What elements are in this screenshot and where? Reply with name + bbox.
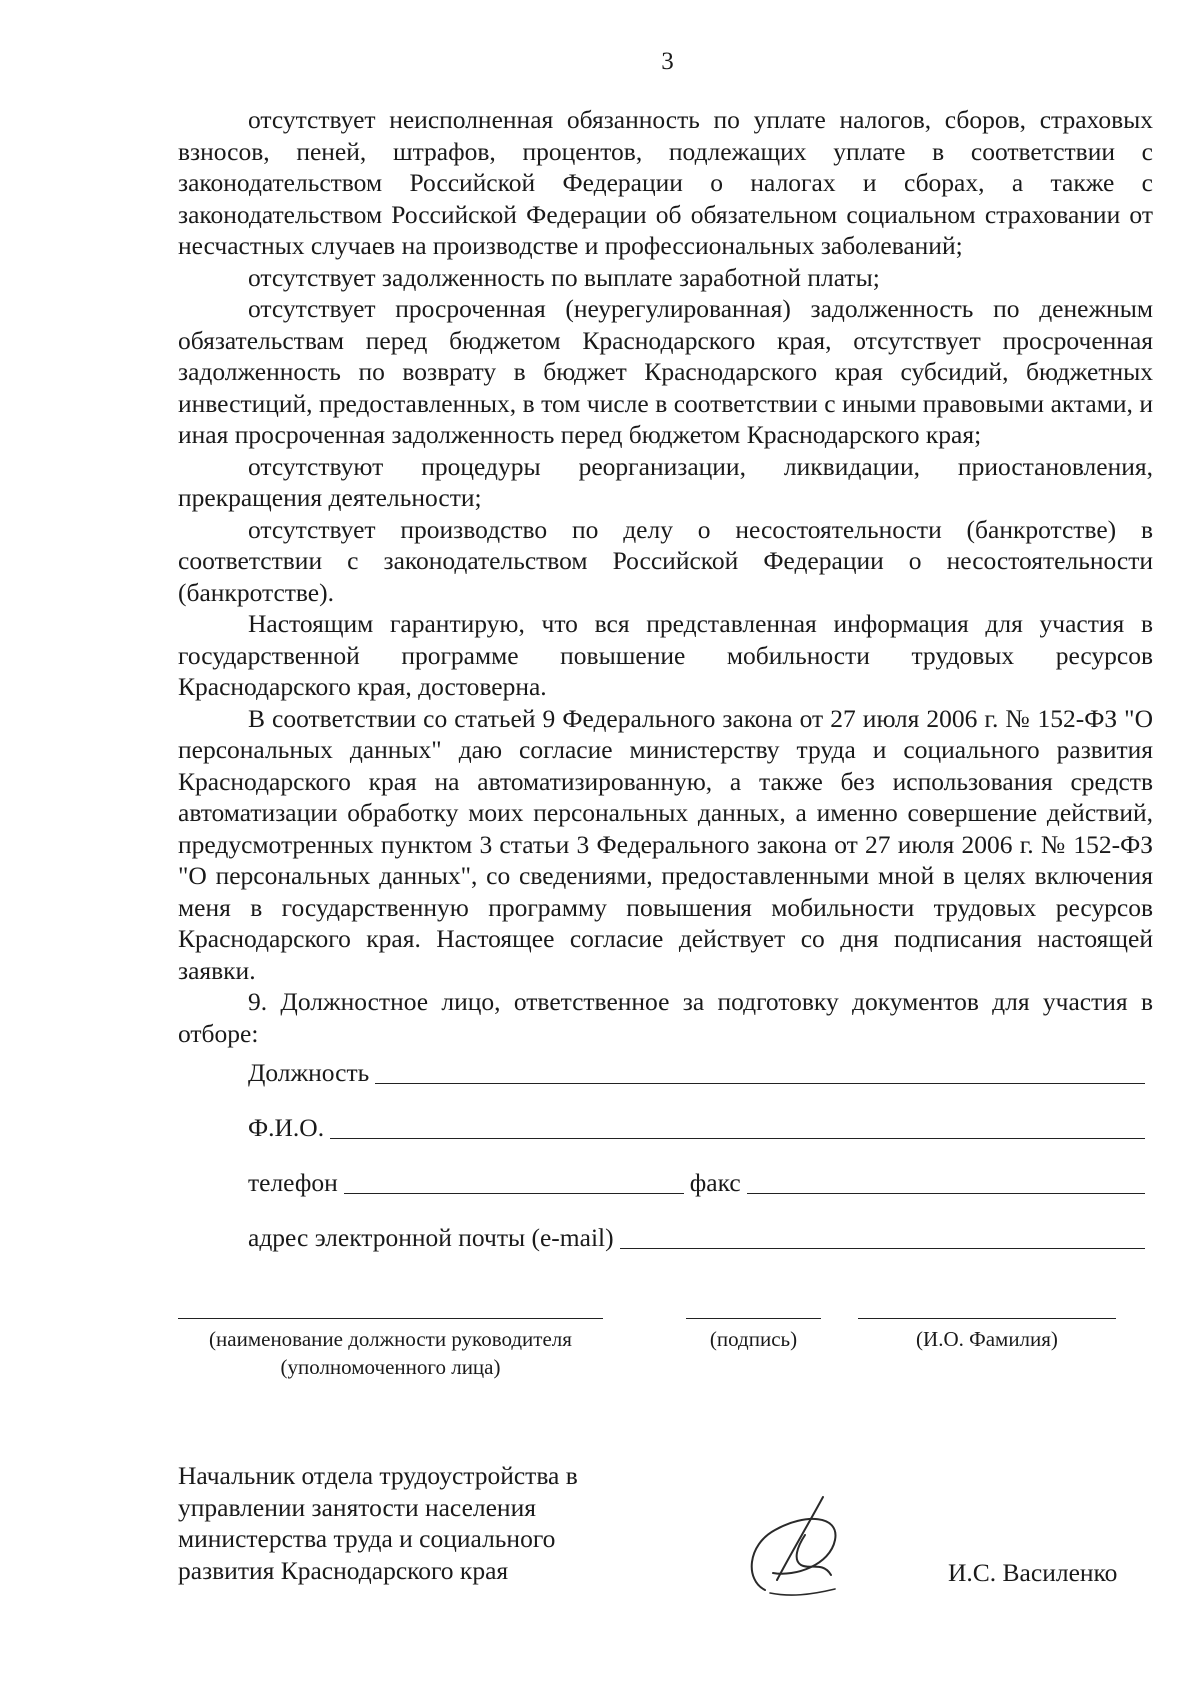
position-signature-line[interactable] (178, 1318, 603, 1319)
fax-field-line[interactable] (747, 1171, 1145, 1194)
phone-fax-field-row (248, 1167, 1145, 1198)
paragraph-personal-data-consent: В соответствии со статьей 9 Федерального закона от 27 июля 2006 г. № 152-ФЗ "О персональных данных" даю согласие министерству труда и социального развития Краснодарского края на автоматизированную, а также без использования средств автоматизации обработку моих персональных данных, а именно совершение действий, предусмотренных пунктом 3 статьи 3 Федерального закона от 27 июля 2006 г. № 152-ФЗ "О персональных данных", со сведениями, предоставленными мной в целях включения меня в государственную программу повышения мобильности трудовых ресурсов Краснодарского края. Настоящее согласие действует со дня подписания настоящей заявки. (178, 703, 1153, 985)
name-signature-column (858, 1318, 1116, 1353)
document-body (178, 104, 1153, 1253)
paragraph-no-budget-debt: отсутствует просроченная (неурегулированная) задолженность по денежным обязательствам перед бюджетом Краснодарского края, отсутствует просроченная задолженность по возврату в бюджет Краснодарского края субсидий, бюджетных инвестиций, предоставленных, в том числе в соответствии с иными правовыми актами, и иная просроченная задолженность перед бюджетом Краснодарского края; (178, 294, 1153, 449)
email-field-line[interactable] (620, 1226, 1145, 1249)
position-field-label: Должность (248, 1058, 370, 1087)
email-field-label: адрес электронной почты (e-mail) (248, 1223, 614, 1252)
paragraph-no-wage-debt: отсутствует задолженность по выплате заработной платы; (248, 262, 880, 292)
fio-field-row (248, 1112, 1145, 1143)
fio-field-label: Ф.И.О. (248, 1113, 325, 1142)
signature-column (686, 1318, 821, 1353)
position-caption: (наименование должности руководителя (уполномоченного лица) (209, 1327, 572, 1379)
position-field-line[interactable] (375, 1061, 1145, 1084)
paragraph-no-reorganization: отсутствуют процедуры реорганизации, ликвидации, приостановления, прекращения деятельности; (178, 451, 1153, 512)
paragraph-no-bankruptcy: отсутствует производство по делу о несостоятельности (банкротстве) в соответствии с законодательством Российской Федерации о несостоятельности (банкротстве). (178, 514, 1153, 607)
signature-line[interactable] (686, 1318, 821, 1319)
signer-name: И.С. Василенко (948, 1558, 1118, 1587)
page-number: 3 (661, 48, 674, 75)
phone-field-label: телефон (248, 1168, 338, 1197)
position-field-row (248, 1057, 1145, 1088)
name-caption: (И.О. Фамилия) (916, 1327, 1058, 1351)
phone-field-line[interactable] (344, 1171, 684, 1194)
position-signature-column (178, 1318, 603, 1381)
paragraph-responsible-person: 9. Должностное лицо, ответственное за подготовку документов для участия в отборе: (178, 987, 1153, 1048)
paragraph-no-tax-debt: отсутствует неисполненная обязанность по уплате налогов, сборов, страховых взносов, пеней, штрафов, процентов, подлежащих уплате в соответствии с законодательством Российской Федерации о налогах и сборах, а также с законодательством Российской Федерации об обязательном социальном страховании от несчастных случаев на производстве и профессиональных заболеваний; (178, 105, 1153, 260)
fio-field-line[interactable] (330, 1116, 1145, 1139)
email-field-row (248, 1222, 1145, 1253)
fax-field-label: факс (689, 1168, 741, 1197)
name-signature-line[interactable] (858, 1318, 1116, 1319)
signature-block (178, 1318, 1153, 1408)
signer-title: Начальник отдела трудоустройства в управлении занятости населения министерства труда и социального развития Краснодарского края (178, 1461, 578, 1585)
handwritten-signature-icon (735, 1485, 855, 1605)
paragraph-guarantee: Настоящим гарантирую, что вся представленная информация для участия в государственной программе повышение мобильности трудовых ресурсов Краснодарского края, достоверна. (178, 609, 1153, 701)
signature-caption: (подпись) (709, 1327, 798, 1351)
